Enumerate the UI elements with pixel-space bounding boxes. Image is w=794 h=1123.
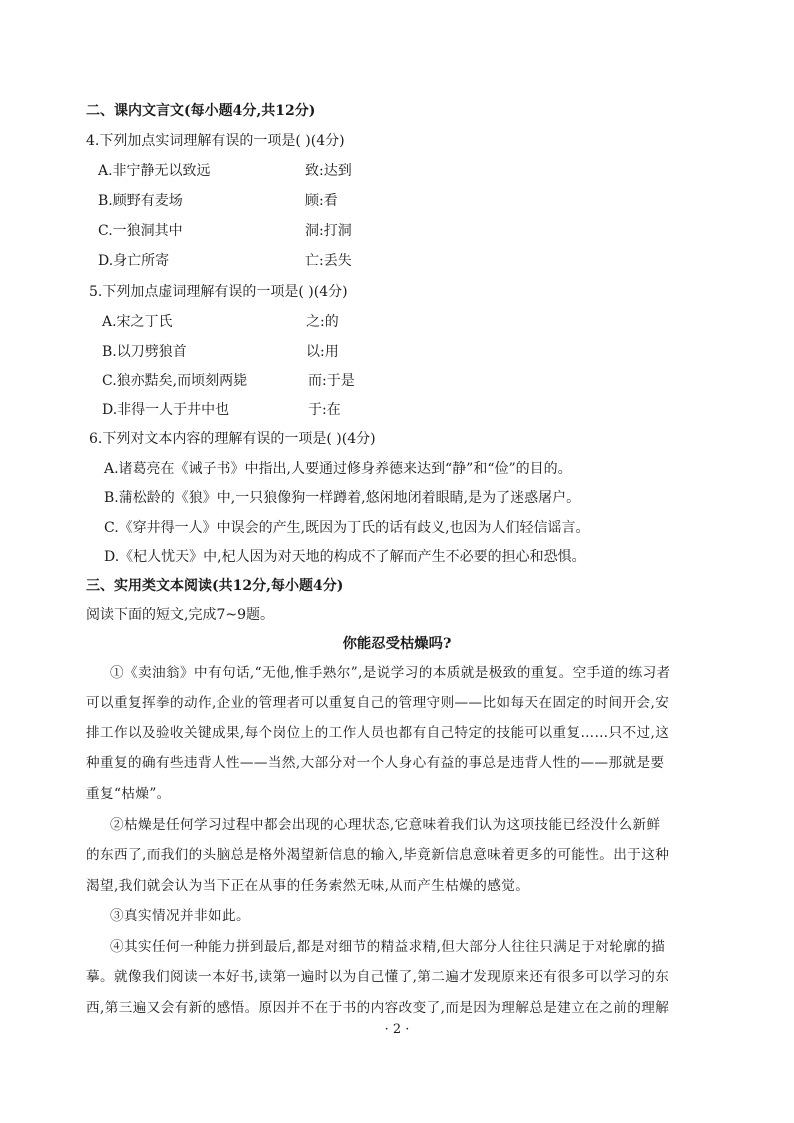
q5-stem: 5.下列加点虚词理解有误的一项是( )(4分) bbox=[89, 284, 348, 300]
article-line-2: 可以重复挥拳的动作,企业的管理者可以重复自己的管理守则——比如每天在固定的时间开会,安 bbox=[86, 695, 670, 711]
article-line-7: 的东西了,而我们的头脑总是格外渴望新信息的输入,毕竟新信息意味着更多的可能性。出于这种 bbox=[86, 847, 670, 863]
q5-gloss-c: 而:于是 bbox=[308, 373, 355, 389]
q5-option-a: A.宋之丁氏 bbox=[102, 314, 173, 330]
article-line-8: 渴望,我们就会认为当下正在从事的任务索然无味,从而产生枯燥的感觉。 bbox=[86, 878, 530, 894]
article-line-11: 摹。就像我们阅读一本好书,读第一遍时以为自己懂了,第二遍才发现原来还有很多可以学习的东 bbox=[86, 969, 670, 985]
article-line-3: 排工作以及验收关键成果,每个岗位上的工作人员也都有自己特定的技能可以重复……只不过,这 bbox=[86, 725, 670, 741]
q5-gloss-d: 于:在 bbox=[308, 402, 341, 418]
article-line-5: 重复“枯燥”。 bbox=[86, 786, 171, 802]
q4-option-d: D.身亡所寄 bbox=[98, 253, 170, 269]
q4-gloss-c: 洞:打洞 bbox=[305, 223, 352, 239]
q6-option-d: D.《杞人忧天》中,杞人因为对天地的构成不了解而产生不必要的担心和恐惧。 bbox=[104, 549, 586, 565]
article-line-4: 种重复的确有些违背人性——当然,大部分对一个人身心有益的事总是违背人性的——那就是要 bbox=[86, 755, 665, 771]
q4-stem: 4.下列加点实词理解有误的一项是( )(4分) bbox=[86, 133, 345, 149]
article-line-1: ①《卖油翁》中有句话,“无他,惟手熟尔”,是说学习的本质就是极致的重复。空手道的练习者 bbox=[110, 665, 671, 681]
section3-heading: 三、实用类文本阅读(共12分,每小题4分) bbox=[86, 578, 344, 594]
article-title: 你能忍受枯燥吗? bbox=[342, 636, 452, 652]
q4-option-a: A.非宁静无以致远 bbox=[98, 163, 211, 179]
q4-option-b: B.顾野有麦场 bbox=[98, 193, 183, 209]
q5-option-b: B.以刀劈狼首 bbox=[102, 344, 187, 360]
q5-gloss-b: 以:用 bbox=[306, 344, 339, 360]
q6-option-c: C.《穿井得一人》中误会的产生,既因为丁氏的话有歧义,也因为人们轻信谣言。 bbox=[104, 520, 590, 536]
q6-option-a: A.诸葛亮在《诫子书》中指出,人要通过修身养德来达到“静”和“俭”的目的。 bbox=[104, 461, 572, 477]
q5-gloss-a: 之:的 bbox=[306, 314, 339, 330]
q6-option-b: B.蒲松龄的《狼》中,一只狼像狗一样蹲着,悠闲地闭着眼睛,是为了迷惑屠户。 bbox=[104, 490, 581, 506]
q5-option-c: C.狼亦黠矣,而顷刻两毙 bbox=[102, 373, 248, 389]
article-line-10: ④其实任何一种能力拼到最后,都是对细节的精益求精,但大部分人往往只满足于对轮廓的描 bbox=[110, 939, 666, 955]
q6-stem: 6.下列对文本内容的理解有误的一项是( )(4分) bbox=[89, 431, 376, 447]
q4-gloss-b: 顾:看 bbox=[305, 193, 338, 209]
page-number: · 2 · bbox=[384, 1022, 410, 1037]
q4-gloss-a: 致:达到 bbox=[305, 163, 352, 179]
q4-option-c: C.一狼洞其中 bbox=[98, 223, 183, 239]
article-line-12: 西,第三遍又会有新的感悟。原因并不在于书的内容改变了,而是因为理解总是建立在之前的理解 bbox=[86, 1000, 670, 1016]
q5-option-d: D.非得一人于井中也 bbox=[102, 402, 230, 418]
article-line-9: ③真实情况并非如此。 bbox=[110, 908, 250, 924]
section2-heading: 二、课内文言文(每小题4分,共12分) bbox=[86, 103, 316, 119]
article-line-6: ②枯燥是任何学习过程中都会出现的心理状态,它意味着我们认为这项技能已经没什么新鲜 bbox=[110, 817, 661, 833]
section3-instruction: 阅读下面的短文,完成7~9题。 bbox=[86, 607, 274, 623]
q4-gloss-d: 亡:丢失 bbox=[305, 253, 352, 269]
